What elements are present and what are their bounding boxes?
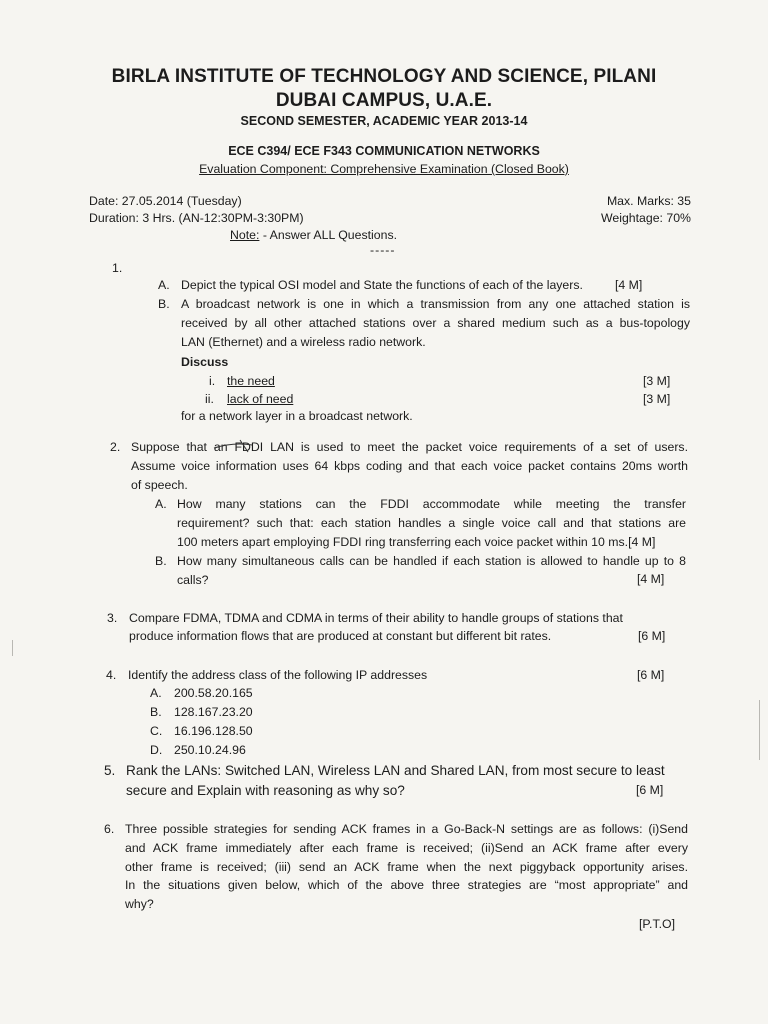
q6-text	[125, 820, 688, 914]
max-marks: Max. Marks: 35	[606, 194, 691, 208]
q2-b-line: calls?	[177, 572, 209, 587]
question-4-number: 4.	[106, 668, 117, 682]
q1-ii-marks: [3 M]	[643, 392, 671, 406]
ip-label: A.	[150, 686, 162, 700]
exam-duration: Duration: 3 Hrs. (AN-12:30PM-3:30PM)	[89, 211, 304, 225]
q3-marks: [6 M]	[638, 629, 666, 643]
question-5-number: 5.	[104, 763, 116, 778]
q2-b-label: B.	[155, 554, 167, 568]
q6-line: Three possible strategies for sending ACK frames in a Go-Back-N settings are as follows: (i)Send	[125, 822, 688, 836]
ip-item	[150, 722, 253, 741]
ip-item	[150, 684, 253, 703]
q6-line: other frame is received; (iii) send an ACK frame when the next piggyback opportunity arises.	[125, 859, 688, 874]
q1-discuss: Discuss	[181, 355, 229, 369]
ip-item	[150, 703, 253, 722]
ip-label: B.	[150, 705, 162, 719]
q1-b-line: LAN (Ethernet) and a wireless radio network.	[181, 334, 426, 349]
q2-a-text	[177, 495, 686, 551]
q1-a-label: A.	[158, 278, 170, 292]
q5-marks: [6 M]	[636, 783, 664, 797]
q2-a-line: 100 meters apart employing FDDI ring transferring each voice packet within 10 ms.[4 M]	[177, 534, 656, 549]
q1-tail: for a network layer in a broadcast network.	[181, 409, 413, 423]
q5-line-1: Rank the LANs: Switched LAN, Wireless LAN and Shared LAN, from most secure to least	[126, 763, 665, 778]
scan-edge-mark	[759, 700, 760, 760]
ip-address: 128.167.23.20	[174, 705, 253, 719]
q1-b-line: A broadcast network is one in which a transmission from any one attached station is	[181, 297, 690, 311]
q1-i-text: the need	[227, 374, 275, 388]
q6-line: why?	[125, 897, 154, 912]
q2-stem-line: of speech.	[131, 477, 188, 492]
course-line: ECE C394/ ECE F343 COMMUNICATION NETWORKS	[228, 144, 540, 158]
please-turn-over: [P.T.O]	[639, 917, 675, 931]
q1-a-text: Depict the typical OSI model and State the functions of each of the layers.	[181, 278, 583, 292]
q6-line: and ACK frame immediately after each frame is received; (ii)Send an ACK frame after every	[125, 840, 688, 855]
separator: -----	[370, 243, 396, 257]
evaluation-component: Evaluation Component: Comprehensive Examination (Closed Book)	[199, 162, 569, 176]
q1-b-label: B.	[158, 297, 170, 311]
question-6-number: 6.	[104, 822, 115, 836]
q2-stem-line: Suppose that an FDDI LAN is used to meet the packet voice requirements of a set of users.	[131, 440, 688, 454]
semester-line: SECOND SEMESTER, ACADEMIC YEAR 2013-14	[240, 114, 528, 128]
q1-ii-text: lack of need	[227, 392, 294, 406]
q2-stem-line: Assume voice information uses 64 kbps coding and that each voice packet contains 20ms worth	[131, 458, 688, 473]
q2-b-marks: [4 M]	[637, 572, 665, 586]
ip-address: 250.10.24.96	[174, 743, 246, 757]
note-text: - Answer ALL Questions.	[259, 228, 398, 242]
question-2-number: 2.	[110, 440, 121, 454]
exam-date: Date: 27.05.2014 (Tuesday)	[89, 194, 242, 208]
campus-title: DUBAI CAMPUS, U.A.E.	[275, 90, 493, 111]
q1-b-text	[181, 295, 690, 351]
question-1-number: 1.	[112, 261, 123, 275]
ip-address: 200.58.20.165	[174, 686, 253, 700]
question-3-number: 3.	[107, 611, 118, 625]
q1-i-marks: [3 M]	[643, 374, 671, 388]
weightage: Weightage: 70%	[600, 211, 691, 225]
ip-item	[150, 741, 246, 760]
q1-b-line: received by all other attached stations over a shared medium such as a bus-topology	[181, 315, 690, 330]
q5-line-2: secure and Explain with reasoning as why so?	[126, 783, 405, 798]
q1-ii-label: ii.	[205, 392, 214, 406]
note-label: Note:	[230, 228, 260, 242]
q2-a-label: A.	[155, 497, 167, 511]
scan-edge-mark	[12, 640, 13, 656]
ip-label: C.	[150, 724, 163, 738]
q3-line-2: produce information flows that are produced at constant but different bit rates.	[129, 629, 552, 643]
q4-text: Identify the address class of the following IP addresses	[128, 668, 428, 682]
q2-b-text	[177, 552, 686, 590]
q4-marks: [6 M]	[637, 668, 665, 682]
q2-b-line: How many simultaneous calls can be handled if each station is allowed to handle up to 8	[177, 554, 686, 568]
q3-line-1: Compare FDMA, TDMA and CDMA in terms of their ability to handle groups of stations that	[129, 611, 623, 625]
q6-line: In the situations given below, which of the above three strategies are “most appropriate” and	[125, 878, 688, 893]
q1-i-label: i.	[209, 374, 216, 388]
institute-title: BIRLA INSTITUTE OF TECHNOLOGY AND SCIENCE, PILANI	[111, 66, 657, 87]
q2-a-line: requirement? such that: each station handles a single voice call and that stations are	[177, 515, 686, 530]
pen-strike-mark	[212, 436, 282, 460]
ip-label: D.	[150, 743, 163, 757]
q2-a-line: How many stations can the FDDI accommodate while meeting the transfer	[177, 497, 686, 511]
ip-address: 16.196.128.50	[174, 724, 253, 738]
q1-a-marks: [4 M]	[615, 278, 643, 292]
